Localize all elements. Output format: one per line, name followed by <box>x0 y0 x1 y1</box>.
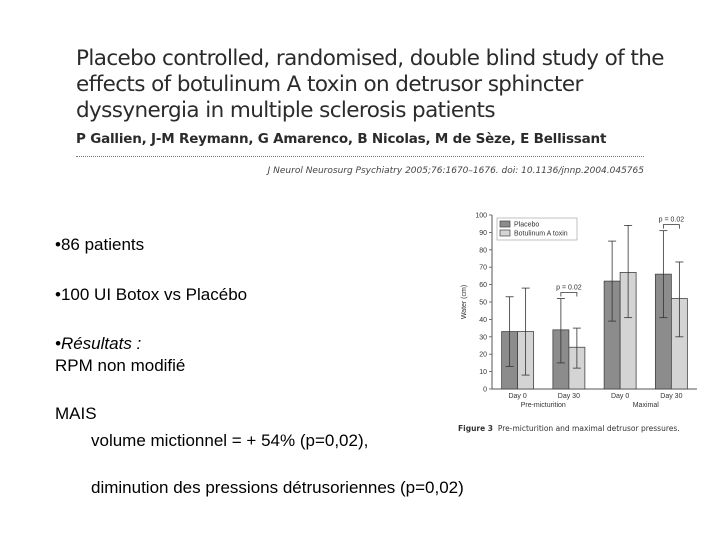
paper-header <box>62 42 664 192</box>
paper-title-line: Placebo controlled, randomised, double blind study of the <box>76 46 664 71</box>
y-tick-label: 90 <box>479 229 487 237</box>
volume-line: volume mictionnel = + 54% (p=0,02), <box>91 431 369 450</box>
rpm-line: RPM non modifié <box>55 356 186 375</box>
paper-citation: J Neurol Neurosurg Psychiatry 2005;76:1670–1676. doi: 10.1136/jnnp.2004.045765 <box>267 166 644 176</box>
x-tick-label: Day 30 <box>557 393 580 400</box>
significance-label: p = 0.02 <box>556 284 582 292</box>
x-tick-label: Day 30 <box>660 393 683 400</box>
y-tick-label: 60 <box>479 282 487 290</box>
y-tick-label: 70 <box>479 264 487 272</box>
pressure-bar-chart <box>452 200 702 440</box>
x-group-label: Pre-micturition <box>520 402 566 409</box>
mais-line: MAIS <box>55 404 97 423</box>
paper-title-line: dyssynergia in multiple sclerosis patients <box>76 98 495 123</box>
y-tick-label: 30 <box>479 334 487 342</box>
y-tick-label: 10 <box>479 369 487 377</box>
significance-label: p = 0.02 <box>658 216 685 224</box>
legend-swatch <box>500 230 510 236</box>
paper-title <box>76 46 664 124</box>
bullet-results: •Résultats : <box>55 334 142 353</box>
x-group-label: Maximal <box>632 402 659 409</box>
y-tick-label: 20 <box>479 351 487 359</box>
pressures-line: diminution des pressions détrusoriennes (p=0,02) <box>91 478 464 497</box>
legend-label: Botulinum A toxin <box>514 230 568 238</box>
x-tick-label: Day 0 <box>508 393 527 400</box>
paper-title-line: effects of botulinum A toxin on detrusor sphincter <box>76 72 583 97</box>
bullet-dose: •100 UI Botox vs Placébo <box>55 285 248 304</box>
y-tick-label: 80 <box>479 247 487 255</box>
y-axis-label: Water (cm) <box>461 284 468 320</box>
figure-caption-label: Figure 3 <box>458 424 494 433</box>
paper-authors: P Gallien, J-M Reymann, G Amarenco, B Nicolas, M de Sèze, E Bellissant <box>76 131 607 147</box>
y-tick-label: 50 <box>479 299 487 307</box>
figure-caption-text: Pre-micturition and maximal detrusor pressures. <box>497 424 680 433</box>
y-tick-label: 0 <box>483 386 487 394</box>
y-tick-label: 100 <box>475 212 487 220</box>
y-tick-label: 40 <box>479 316 487 324</box>
legend-swatch <box>500 221 510 227</box>
dotted-divider <box>76 156 644 157</box>
significance-bracket <box>663 225 679 229</box>
x-tick-label: Day 0 <box>610 393 630 400</box>
bullet-patients: •86 patients <box>55 235 145 254</box>
legend-label: Placebo <box>514 221 540 229</box>
significance-bracket <box>561 293 577 297</box>
figure-caption <box>458 424 680 433</box>
